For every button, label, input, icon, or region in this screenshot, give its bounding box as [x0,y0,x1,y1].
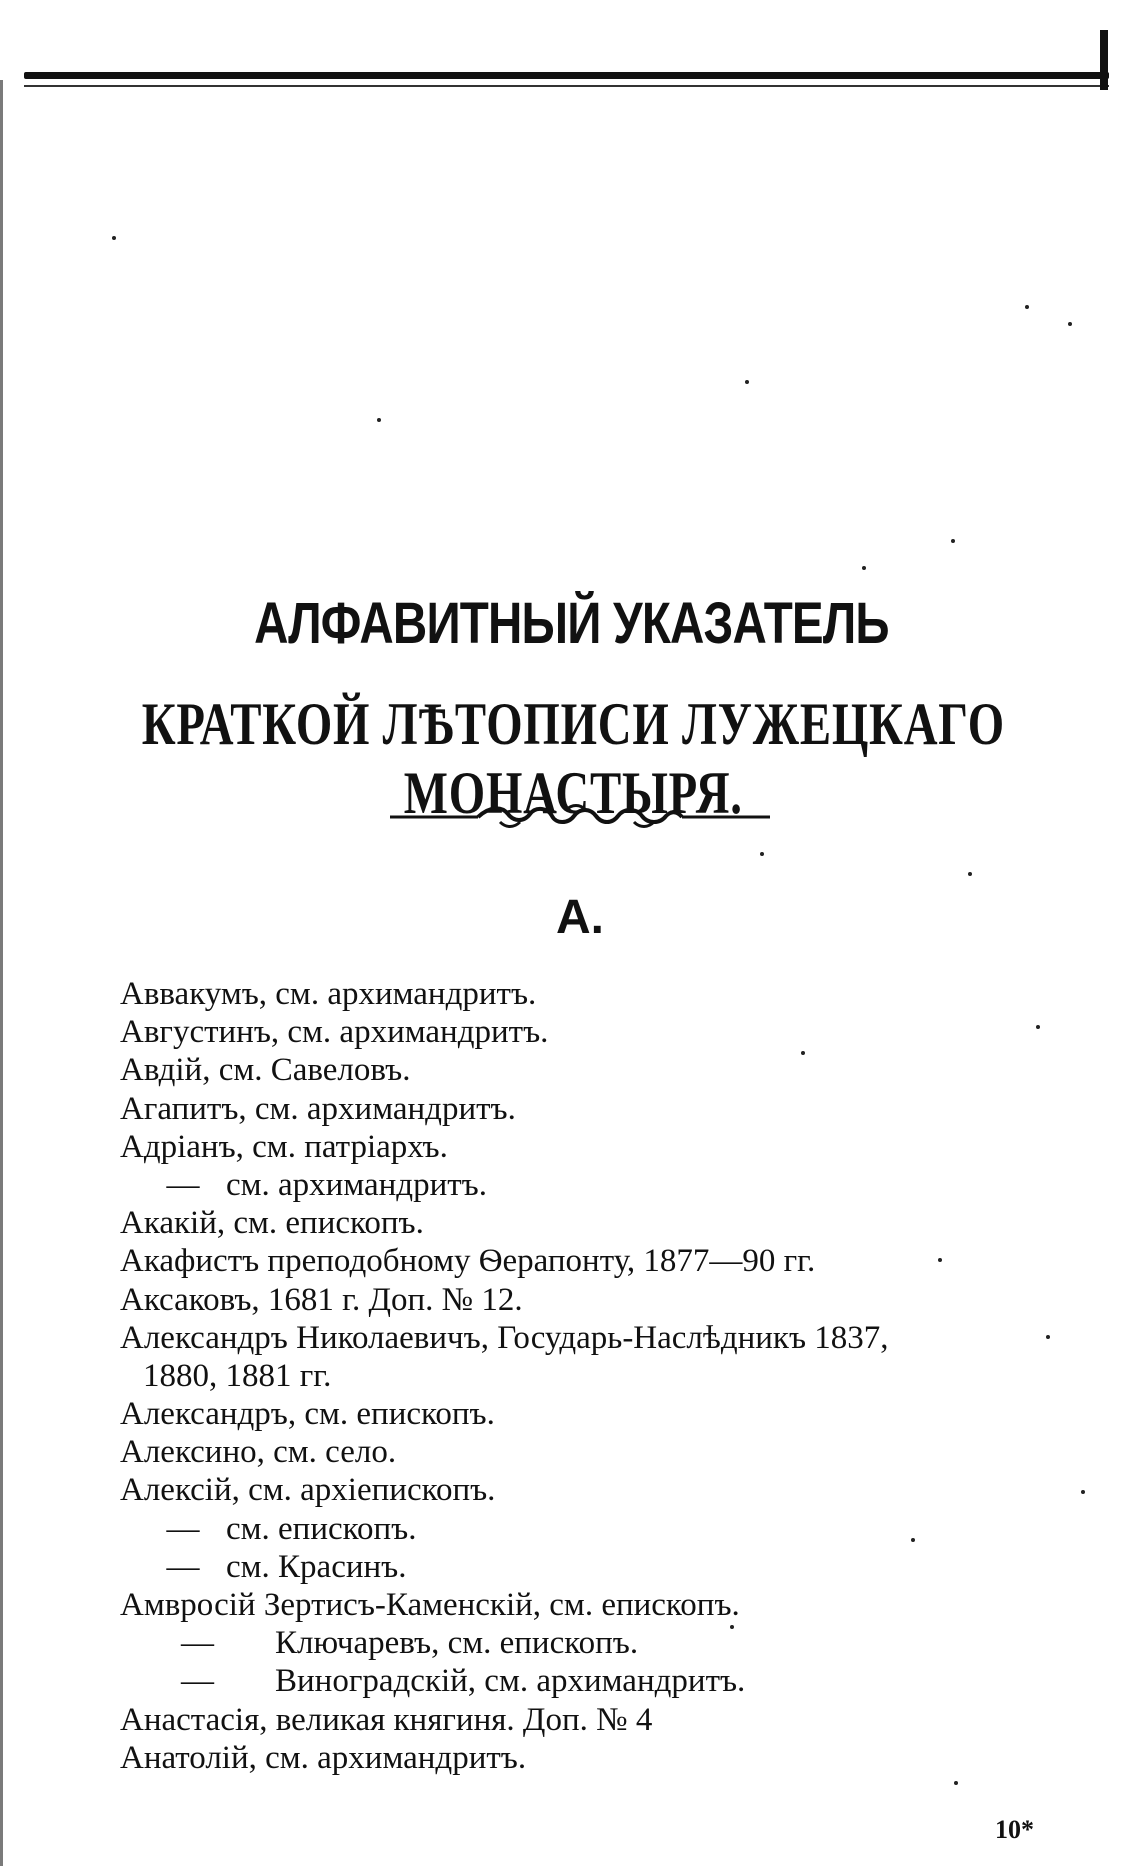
index-entry-subentry [120,1166,1100,1204]
index-entry [120,1471,1100,1509]
entry-text: Александръ, см. епископъ. [120,1396,495,1433]
index-entry-subentry [120,1662,1100,1700]
index-entry-subentry [120,1548,1100,1586]
entry-text: Амвросій Зертисъ-Каменскій, см. епископъ. [120,1587,740,1623]
print-speck [968,872,972,876]
print-speck [1025,305,1029,309]
entry-text: Авдій, см. Савеловъ. [120,1052,411,1089]
index-entries-list [120,975,1100,1777]
print-speck [745,380,749,384]
index-entry [120,1013,1100,1051]
print-speck [954,1781,958,1785]
ditto-dash: — [181,1625,214,1662]
index-entry [120,1395,1100,1433]
index-entry [120,1319,1100,1357]
print-speck [1046,1335,1050,1339]
decorative-ornament-divider [390,802,770,832]
ditto-dash: — [166,1548,200,1585]
print-speck [112,236,116,240]
entry-text: 1880, 1881 гг. [143,1357,332,1394]
print-speck [938,1258,942,1262]
top-border-rule [24,72,1109,79]
top-border-thin-rule [24,85,1109,87]
index-entry [120,1128,1100,1166]
print-speck [1081,1490,1085,1494]
entry-text: Анатолій, см. архимандритъ. [120,1739,527,1776]
entry-text: см. архимандритъ. [226,1166,487,1203]
entry-text: Аввакумъ, см. архимандритъ. [120,976,537,1012]
print-speck [1068,322,1072,326]
print-speck [911,1538,915,1542]
index-entry [120,1586,1100,1624]
index-entry-subentry [120,1510,1100,1548]
index-entry [120,1204,1100,1242]
entry-text: Анастасія, великая княгиня. Доп. № 4 [120,1701,653,1738]
index-entry [120,1242,1100,1280]
entry-text: Акакій, см. епископъ. [120,1205,424,1242]
page-left-edge [0,80,3,1866]
index-entry [120,1739,1100,1777]
print-speck [862,566,866,570]
entry-text: Алексій, см. архіепископъ. [120,1472,496,1509]
print-speck [801,1051,805,1055]
ditto-dash: — [166,1166,200,1203]
entry-text: см. епископъ. [226,1510,417,1547]
index-entry [120,975,1100,1013]
index-entry [120,1051,1100,1089]
page-edge-mark [1100,30,1108,90]
entry-text: Августинъ, см. архимандритъ. [120,1014,549,1051]
entry-text: Адріанъ, см. патріархъ. [120,1128,448,1165]
ditto-dash: — [181,1663,214,1700]
print-speck [377,418,381,422]
index-entry [120,1701,1100,1739]
print-speck [1036,1025,1040,1029]
page-title: АЛФАВИТНЫЙ УКАЗАТЕЛЬ [254,591,889,656]
index-entry [120,1433,1100,1471]
page-subtitle: КРАТКОЙ ЛѢТОПИСИ ЛУЖЕЦКАГО МОНАСТЫРЯ. [141,691,1005,826]
print-speck [730,1625,734,1629]
entry-text: Александръ Николаевичъ, Государь-Наслѣдникъ 1837, [120,1319,889,1356]
entry-text: Акафистъ преподобному Ѳерапонту, 1877—90 гг. [120,1243,816,1280]
entry-text: Аксаковъ, 1681 г. Доп. № 12. [120,1281,523,1318]
print-speck [760,852,764,856]
entry-text: Виноградскій, см. архимандритъ. [275,1663,746,1700]
index-entry [120,1090,1100,1128]
entry-text: см. Красинъ. [226,1548,407,1585]
page-number: 10* [995,1815,1034,1844]
index-entry-subentry [120,1624,1100,1662]
index-entry-continuation [120,1357,1100,1395]
entry-text: Алексино, см. село. [120,1434,397,1471]
print-speck [951,539,955,543]
index-entry [120,1281,1100,1319]
section-letter-heading: А. [556,891,604,944]
entry-text: Агапитъ, см. архимандритъ. [120,1090,516,1127]
ditto-dash: — [166,1510,200,1547]
entry-text: Ключаревъ, см. епископъ. [275,1625,639,1662]
